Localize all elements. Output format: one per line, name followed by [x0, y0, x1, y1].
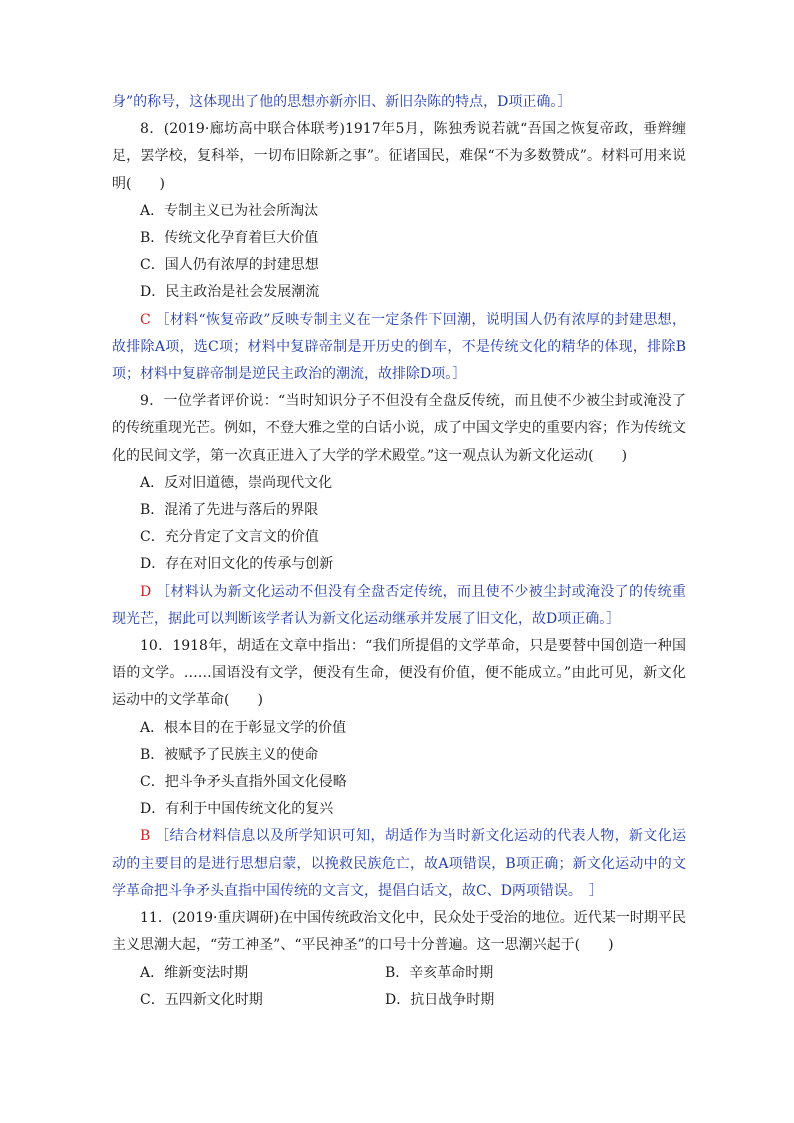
q10-answer-key: B — [140, 828, 151, 845]
q8-answer — [112, 307, 686, 389]
q9-explanation: ［材料认为新文化运动不但没有全盘否定传统，而且使不少被尘封或淹没了的传统重现光芒，据此可以判断该学者认为新文化运动继承并发展了旧文化，故D项正确。］ — [112, 583, 687, 627]
q11-option-c: C．五四新文化时期 — [140, 991, 263, 1008]
q10-answer — [112, 823, 686, 905]
q9-stem: 9．一位学者评价说：“当时知识分子不但没有全盘反传统，而且使不少被尘封或淹没了的传统重现光芒。例如，不登大雅之堂的白话小说，成了中国文学史的重要内容；作为传统文化的民间文学，第一次真正进入了大学的学术殿堂。”这一观点认为新文化运动( ) — [112, 393, 686, 464]
q10-option-a: A．根本目的在于彰显文学的价值 — [140, 719, 347, 736]
q8-option-c: C．国人仍有浓厚的封建思想 — [140, 257, 319, 274]
q9-answer-key: D — [140, 583, 152, 600]
q10-stem: 10．1918年，胡适在文章中指出：“我们所提倡的文学革命，只是要替中国创造一种国语的文学。……国语没有文学，便没有生命，便没有价值，便不能成立。”由此可见，新文化运动中的文学革命( ) — [112, 638, 686, 709]
q11-stem: 11．(2019·重庆调研)在中国传统政治文化中，民众处于受治的地位。近代某一时期平民主义思潮大起，“劳工神圣”、“平民神圣”的口号十分普遍。这一思潮兴起于( ) — [112, 910, 686, 954]
q10-option-c: C．把斗争矛头直指外国文化侵略 — [140, 774, 347, 791]
q11-options-row-1 — [112, 960, 686, 987]
page-content — [112, 89, 686, 1014]
q8-stem: 8．(2019·廊坊高中联合体联考)1917年5月，陈独秀说若就“吾国之恢复帝政，垂辫缠足，罢学校，复科举，一切布旧除新之事”。征诸国民，难保“不为多数赞成”。材料可用来说明( ) — [112, 121, 686, 192]
q10-option-b: B．被赋予了民族主义的使命 — [140, 746, 319, 763]
q9-option-d: D．存在对旧文化的传承与创新 — [140, 556, 334, 573]
q10-option-d: D．有利于中国传统文化的复兴 — [140, 801, 334, 818]
q8-answer-key: C — [140, 311, 151, 328]
q10-explanation: ［结合材料信息以及所学知识可知，胡适作为当时新文化运动的代表人物，新文化运动的主要目的是进行思想启蒙，以挽救民族危亡，故A项错误，B项正确；新文化运动中的文学革命把斗争矛头直指中国传统的文言文，提倡白话文，故C、D两项错误。 ］ — [112, 828, 686, 899]
q9-option-c: C．充分肯定了文言文的价值 — [140, 529, 319, 546]
q8-option-a: A．专制主义已为社会所淘汰 — [140, 202, 319, 219]
q9-option-a: A．反对旧道德，崇尚现代文化 — [140, 474, 333, 491]
q8-explanation: ［材料“恢复帝政”反映专制主义在一定条件下回潮，说明国人仍有浓厚的封建思想，故排除A项，选C项；材料中复辟帝制是开历史的倒车，不是传统文化的精华的体现，排除B项；材料中复辟帝制是逆民主政治的潮流，故排除D项。］ — [112, 311, 686, 383]
q9-answer — [112, 579, 686, 633]
q8-option-d: D．民主政治是社会发展潮流 — [140, 284, 320, 301]
q11-option-d: D．抗日战争时期 — [385, 991, 495, 1008]
q11-option-a: A．维新变法时期 — [140, 964, 249, 981]
q11-options-row-2 — [112, 987, 686, 1014]
q9-option-b: B．混淆了先进与落后的界限 — [140, 502, 319, 519]
previous-answer-tail: 身”的称号，这体现出了他的思想亦新亦旧、新旧杂陈的特点，D项正确。］ — [112, 94, 572, 110]
q8-option-b: B．传统文化孕育着巨大价值 — [140, 230, 319, 247]
q11-option-b: B．辛亥革命时期 — [385, 964, 494, 981]
